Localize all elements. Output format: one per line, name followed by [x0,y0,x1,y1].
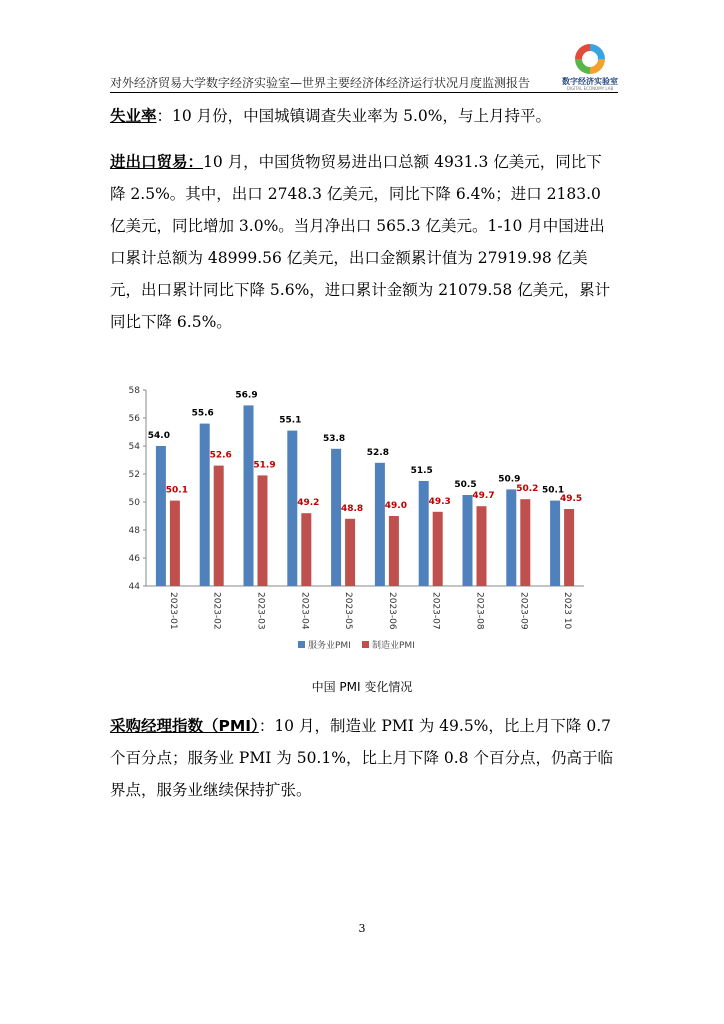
header-rule [110,92,618,93]
data-label-services-pmi: 55.6 [191,408,214,419]
paragraph-body: ：10 月，制造业 PMI 为 49.5%，比上月下降 0.7 个百分点；服务业 PMI 为 50.1%，比上月下降 0.8 个百分点，仍高于临界点，服务业继续保持扩张。 [110,717,613,799]
data-label-services-pmi: 50.9 [498,474,521,485]
paragraph-body: ：10 月份，中国城镇调查失业率为 5.0%，与上月持平。 [156,107,551,125]
pmi-chart-svg [114,380,600,670]
bar-manufacturing-pmi [520,499,530,586]
x-tick-label: 2023-06 [386,592,397,630]
x-tick-label: 2023-09 [518,592,529,630]
data-label-services-pmi: 56.9 [235,390,258,401]
x-tick-label: 2023-07 [430,592,441,630]
data-label-manufacturing-pmi: 49.5 [559,494,583,504]
x-tick-label: 2023-08 [474,592,485,630]
bar-services-pmi [331,449,341,586]
bar-manufacturing-pmi [301,513,311,586]
legend-label-manufacturing-pmi: 制造业PMI [372,641,415,651]
data-label-services-pmi: 50.1 [541,485,565,496]
x-tick-label: 2023-02 [211,592,222,630]
x-tick-label: 2023-05 [343,592,354,630]
bar-manufacturing-pmi [477,506,487,586]
y-tick-label: 56 [128,414,140,424]
bar-services-pmi [506,489,516,586]
pmi-chart [114,380,600,670]
data-label-services-pmi: 53.8 [322,433,346,444]
x-tick-label: 2023 10 [562,592,573,630]
y-tick-label: 50 [128,498,140,508]
page-number: 3 [358,922,366,935]
data-label-services-pmi: 52.8 [366,447,390,458]
bar-manufacturing-pmi [389,516,399,586]
bar-services-pmi [287,431,297,586]
bar-services-pmi [550,501,560,586]
running-header: 对外经济贸易大学数字经济实验室—世界主要经济体经济运行状况月度监测报告 [110,76,531,90]
bar-manufacturing-pmi [345,519,355,586]
data-label-manufacturing-pmi: 51.9 [253,460,276,471]
data-label-services-pmi: 50.5 [454,480,477,490]
bar-services-pmi [463,495,473,586]
bar-manufacturing-pmi [564,509,574,586]
data-label-services-pmi: 54.0 [147,431,171,441]
data-label-services-pmi: 51.5 [410,466,433,476]
bar-services-pmi [244,405,254,586]
data-label-services-pmi: 55.1 [279,415,302,426]
bar-manufacturing-pmi [214,466,224,586]
paragraph-lead: 失业率 [110,107,157,125]
y-tick-label: 48 [128,526,140,536]
paragraph-trade [110,146,616,338]
paragraph-lead: 采购经理指数（PMI） [110,717,259,735]
chart-caption: 中国 PMI 变化情况 [311,680,413,694]
bar-manufacturing-pmi [258,475,268,586]
data-label-manufacturing-pmi: 50.1 [165,485,189,496]
legend-swatch-services-pmi [298,641,305,648]
y-tick-label: 46 [128,554,140,564]
x-tick-label: 2023-03 [255,592,266,630]
data-label-manufacturing-pmi: 49.3 [428,496,451,507]
paragraph-pmi [110,710,616,806]
x-tick-label: 2023-04 [299,592,310,630]
y-tick-label: 58 [128,386,140,396]
bar-manufacturing-pmi [170,501,180,586]
data-label-manufacturing-pmi: 49.0 [384,501,408,511]
data-label-manufacturing-pmi: 49.7 [472,491,495,502]
lab-logo [560,44,620,94]
y-tick-label: 52 [128,470,140,480]
paragraph-unemployment [110,100,616,132]
data-label-manufacturing-pmi: 49.2 [297,498,320,509]
bar-manufacturing-pmi [433,512,443,586]
y-tick-label: 54 [128,442,140,452]
x-tick-label: 2023-01 [167,592,178,630]
paragraph-lead: 进出口贸易： [110,153,204,171]
legend-swatch-manufacturing-pmi [362,641,369,648]
data-label-manufacturing-pmi: 48.8 [340,503,364,514]
bar-services-pmi [375,463,385,586]
bar-services-pmi [156,446,166,586]
lab-logo-emblem [575,44,605,74]
y-tick-label: 44 [128,582,140,592]
lab-logo-subtext: DIGITAL ECONOMY LAB [566,86,614,91]
lab-logo-text: 数字经济实验室 [562,77,618,86]
bar-services-pmi [200,424,210,586]
data-label-manufacturing-pmi: 50.2 [516,484,539,495]
legend-label-services-pmi: 服务业PMI [308,641,351,651]
data-label-manufacturing-pmi: 52.6 [209,450,232,461]
paragraph-body: 10 月，中国货物贸易进出口总额 4931.3 亿美元，同比下降 2.5%。其中，出口 2748.3 亿美元，同比下降 6.4%；进口 2183.0 亿美元，同比增加 3.0%。当月净出口 565.3 亿美元。1-10 月中国进出口累计总额为 48999.56 亿美元，出口金额累计值为 27919.98 亿美元，出口累计同比下降 5.6%，进口累计金额为 21079.58 亿美元，累计同比下降 6.5%。 [110,153,611,331]
bar-services-pmi [419,481,429,586]
